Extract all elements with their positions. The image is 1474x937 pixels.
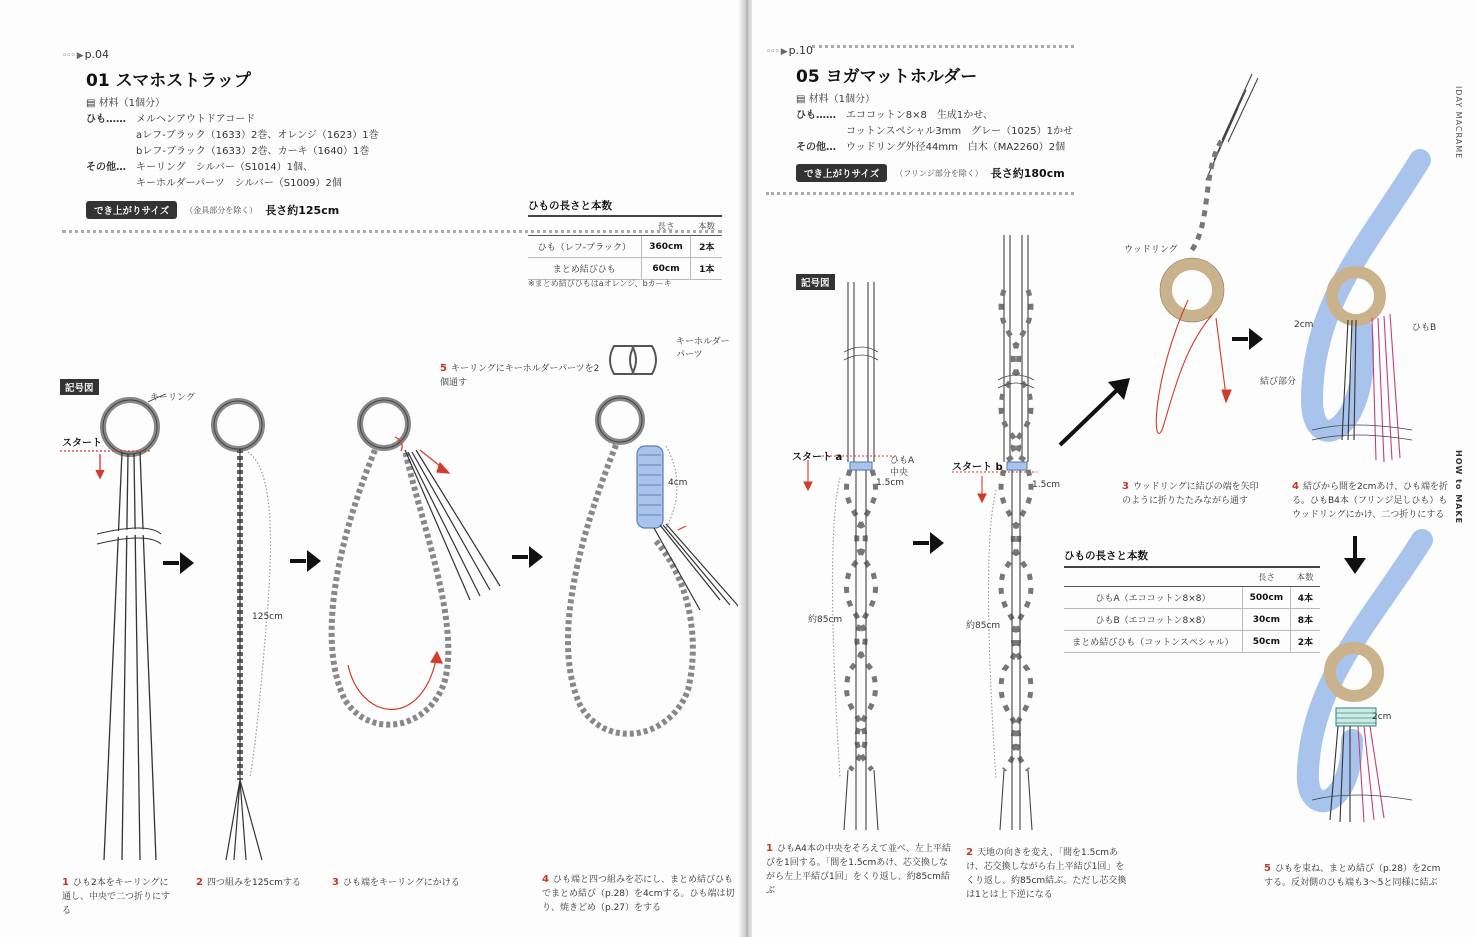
step5-woodring xyxy=(1308,540,1422,822)
himo-b-label: ひもB xyxy=(1412,323,1437,333)
length-2cm-label: 2cm xyxy=(1294,320,1314,330)
step2-braid xyxy=(952,235,1037,830)
finished-size: でき上がりサイズ （フリンジ部分を除く） 長さ約180cm xyxy=(796,164,1065,182)
interval-label: 1.5cm xyxy=(876,478,905,488)
himo-a-center-label: ひもA 中央 xyxy=(890,456,915,478)
step1-braid xyxy=(804,282,897,830)
project-title: 01 スマホストラップ xyxy=(86,71,251,91)
woodring-label: ウッドリング xyxy=(1124,245,1178,255)
step4-illustration xyxy=(568,346,740,734)
side-running-title: IDAY MACRAME xyxy=(1454,86,1463,160)
holder-diagrams xyxy=(752,0,1474,937)
step-caption: 3 ウッドリングに結びの端を矢印のように折りたたみながら通す xyxy=(1122,481,1259,506)
finished-size: でき上がりサイズ （金具部分を除く） 長さ約125cm xyxy=(86,201,339,219)
step-caption: 5 ひもを束ね、まとめ結び（p.28）を2cmする。反対側のひも端も3〜5と同様に結ぶ xyxy=(1264,863,1441,888)
table-row: まとめ結びひも 60cm 1本 xyxy=(528,258,722,280)
diagram-label: 記号図 xyxy=(60,379,99,395)
arrow-4 xyxy=(913,532,944,554)
materials-icon: ▤ xyxy=(86,98,96,109)
interval-label: 1.5cm xyxy=(1032,480,1061,490)
step-caption: 3 ひも端をキーリングにかける xyxy=(332,877,460,888)
table-row: ひもB（エココットン8×8） 30cm 8本 xyxy=(1064,609,1320,631)
diagram-label: 記号図 xyxy=(796,274,835,290)
start-b-label: スタート b xyxy=(952,462,1003,473)
table-row: ひも（レフ-ブラック） 360cm 2本 xyxy=(528,236,722,258)
side-section-title: HOW to MAKE xyxy=(1454,450,1463,525)
length-125-label: 125cm xyxy=(252,612,283,622)
length-table-title: ひもの長さと本数 xyxy=(528,200,612,212)
start-a-label: スタート a xyxy=(792,452,843,463)
knot-part-label: 結び部分 xyxy=(1260,377,1297,387)
materials-list: ▤ 材料（1個分） ひも…… メルヘンアウトドアコード aレフ-ブラック（1633）2巻、オレンジ（1623）1巻 bレフ-ブラック（1633）2巻、カーキ（1640）1巻 その他… キーリング シルバー（S1014）1個、 キーホルダーパーツ シルバー（S1009）2個 xyxy=(86,98,379,189)
step-caption: 1 ひもA4本の中央をそろえて並べ、左上平結びを1回する。「間を1.5cmあけ、芯交換しながら左上平結び1回」をくり返し、約85cm結ぶ xyxy=(766,843,951,896)
step2-illustration xyxy=(214,401,271,860)
step-caption: 2 四つ組みを125cmする xyxy=(196,877,301,888)
arrow-1 xyxy=(163,552,194,574)
step-caption: 4 ひも端と四つ組みを芯にし、まとめ結びひもでまとめ結び（p.28）を4cmする。ひも端は切り、焼きどめ（p.27）をする xyxy=(542,874,735,913)
length-table: 長さ 本数 ひもA（エココットン8×8） 500cm 4本 ひもB（エココットン8×8） 30cm 8本 まとめ結びひも（コットンスペシャル） 50cm 2本 xyxy=(1064,566,1320,653)
step-caption: 1 ひも2本をキーリングに通し、中央で二つ折りにする xyxy=(62,877,171,916)
table-row: まとめ結びひも（コットンスペシャル） 50cm 2本 xyxy=(1064,631,1320,653)
keyring-label: キーリング xyxy=(150,393,195,403)
project-title: 05 ヨガマットホルダー xyxy=(796,67,978,87)
materials-icon: ▤ xyxy=(796,94,806,105)
step1-illustration xyxy=(60,394,166,860)
step5-caption: 5 キーリングにキーホルダーパーツを2個通す xyxy=(440,363,600,388)
length-4cm-label: 4cm xyxy=(668,478,688,488)
length-table-title: ひもの長さと本数 xyxy=(1064,550,1148,562)
arrow-2 xyxy=(290,550,321,572)
step-caption: 4 結びから間を2cmあけ、ひも端を折る。ひもB4本（フリンジ足しひも）もウッドリングにかけ、二つ折りにする xyxy=(1292,481,1449,520)
table-note: ※まとめ結びひもはaオレンジ、bカーキ xyxy=(528,279,672,288)
page-reference: ◦◦◦ ▶ p.10 xyxy=(766,44,814,57)
arrow-7 xyxy=(1344,536,1366,574)
table-row: ひもA（エココットン8×8） 500cm 4本 xyxy=(1064,587,1320,609)
page-reference: ◦◦◦ ▶ p.04 xyxy=(62,48,110,61)
keyholder-label: キーホルダー パーツ xyxy=(676,337,730,360)
length-2cm-label: 2cm xyxy=(1372,712,1392,722)
arrow-6 xyxy=(1232,328,1263,350)
length-85-label: 約85cm xyxy=(966,621,1001,631)
step-caption: 2 天地の向きを変え、「間を1.5cmあけ、芯交換しながら右上平結び1回」をくり返し、約85cm結ぶ。ただし芯交換は1とは上下逆になる xyxy=(966,847,1127,900)
length-table: 長さ 本数 ひも（レフ-ブラック） 360cm 2本 まとめ結びひも 60cm 1本 xyxy=(528,215,722,280)
arrow-3 xyxy=(512,546,543,568)
step4-woodring xyxy=(1312,160,1420,462)
length-85-label: 約85cm xyxy=(808,615,843,625)
step3-illustration xyxy=(332,400,500,725)
arrow-5 xyxy=(1060,378,1130,445)
materials-list: ▤ 材料（1個分） ひも…… エココットン8×8 生成1かせ、 コットンスペシャル3mm グレー（1025）1かせ その他… ウッドリング外径44mm 白木（MA2260）2個 xyxy=(796,94,1073,153)
start-label: スタート xyxy=(62,438,102,449)
right-page xyxy=(752,0,1474,937)
